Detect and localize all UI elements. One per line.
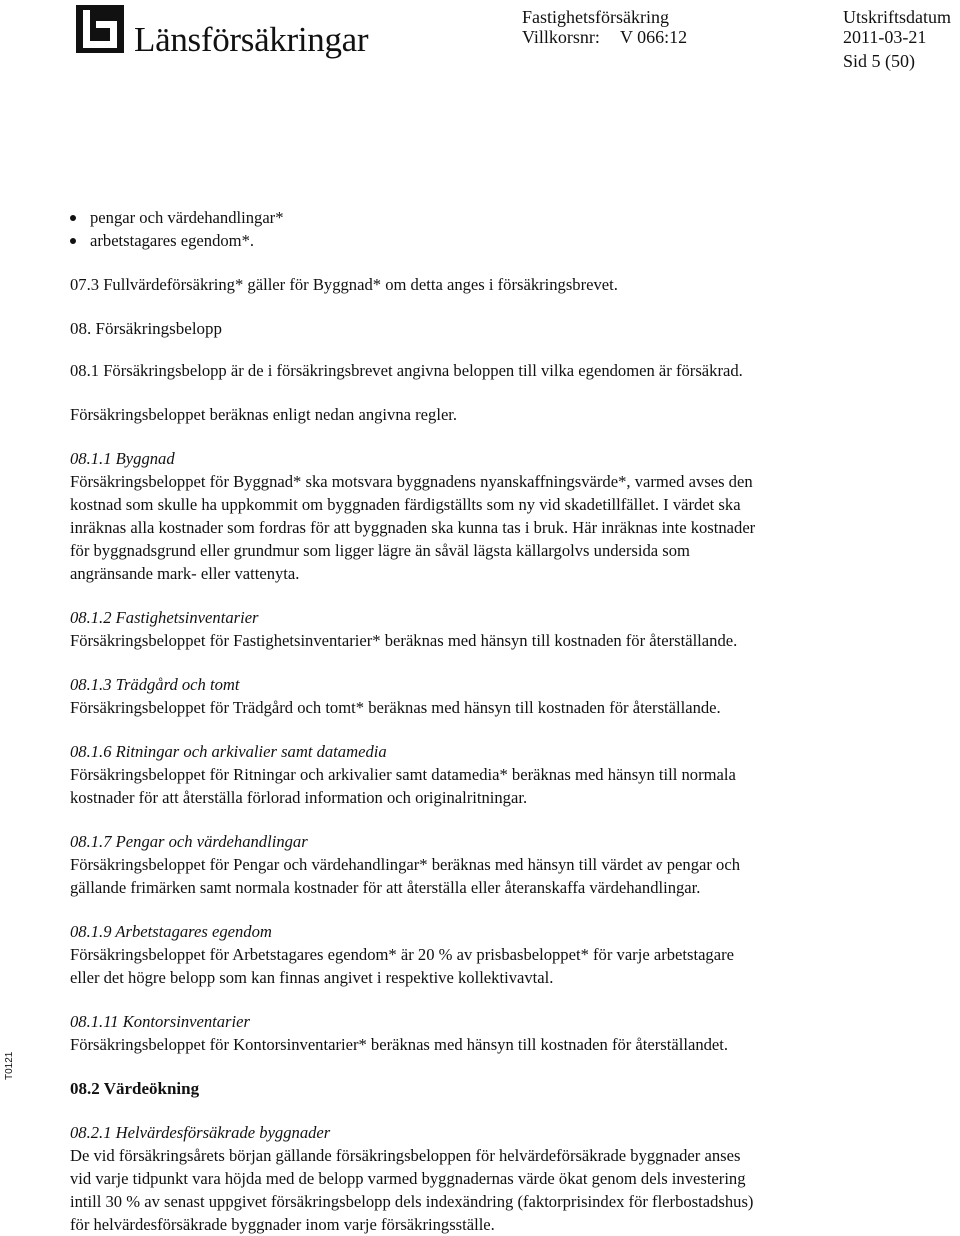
- subsection-title: 08.1.11 Kontorsinventarier: [70, 1012, 250, 1031]
- subsection-08-2-1: [70, 1121, 860, 1236]
- bullet-list: [70, 206, 860, 252]
- subsection-text: kostnad som skulle ha uppkommit om byggnaden färdigställts som ny vid skadetillfället. I värdet ska: [70, 495, 741, 514]
- document-body: [70, 206, 860, 1236]
- brand-name: Länsförsäkringar: [134, 20, 369, 59]
- subsection-text: eller det högre belopp som kan finnas angivet i respektive kollektivavtal.: [70, 968, 554, 987]
- subsection: [70, 740, 860, 809]
- subsection-text: Försäkringsbeloppet för Byggnad* ska motsvara byggnadens nyanskaffningsvärde*, varmed avses den: [70, 472, 753, 491]
- subsection: [70, 447, 860, 585]
- subsection-text: angränsande mark- eller vattenyta.: [70, 564, 300, 583]
- subsection-text: kostnader för att återställa förlorad information och originalritningar.: [70, 788, 528, 807]
- form-code: T0121: [4, 1051, 15, 1080]
- subsection-title: 08.1.2 Fastighetsinventarier: [70, 608, 259, 627]
- company-logo-icon: [76, 5, 124, 53]
- paragraph-07-3: 07.3 Fullvärdeförsäkring* gäller för Byggnad* om detta anges i försäkringsbrevet.: [70, 275, 618, 294]
- section-heading-08-2: 08.2 Värdeökning: [70, 1079, 200, 1098]
- subsection: [70, 830, 860, 899]
- subsection-text: för byggnadsgrund eller grundmur som ligger lägre än såväl lägsta källargolvs undersida som: [70, 541, 690, 560]
- subsection-text: intill 30 % av senast uppgivet försäkringsbelopp dels indexändring (faktorprisindex för flerbostadshus): [70, 1192, 754, 1211]
- subsection-text: Försäkringsbeloppet för Pengar och värdehandlingar* beräknas med hänsyn till värdet av pengar och: [70, 855, 740, 874]
- subsection-title: 08.1.3 Trädgård och tomt: [70, 675, 240, 694]
- subsection-title: 08.1.7 Pengar och värdehandlingar: [70, 832, 308, 851]
- subsection: [70, 920, 860, 989]
- list-item: pengar och värdehandlingar*: [70, 206, 860, 229]
- subsection: [70, 673, 860, 719]
- subsections: [70, 447, 860, 1077]
- paragraph-08-1-rules: Försäkringsbeloppet beräknas enligt nedan angivna regler.: [70, 405, 458, 424]
- subsection-title: 08.1.6 Ritningar och arkivalier samt datamedia: [70, 742, 387, 761]
- subsection: [70, 1010, 860, 1056]
- subsection-text: för helvärdesförsäkrade byggnader inom varje försäkringsställe.: [70, 1215, 495, 1234]
- paragraph-08-1: 08.1 Försäkringsbelopp är de i försäkringsbrevet angivna beloppen till vilka egendomen är försäkrad.: [70, 361, 743, 380]
- terms-number-value: V 066:12: [620, 27, 688, 47]
- subsection: [70, 606, 860, 652]
- print-date-label: Utskriftsdatum: [843, 7, 951, 27]
- subsection-text: Försäkringsbeloppet för Ritningar och arkivalier samt datamedia* beräknas med hänsyn till normala: [70, 765, 736, 784]
- subsection-title: 08.1.1 Byggnad: [70, 449, 175, 468]
- subsection-text: inräknas alla kostnader som fordras för att byggnaden ska kunna tas i bruk. Här inräknas inte kostnader: [70, 518, 756, 537]
- print-date-value: 2011-03-21: [843, 27, 927, 47]
- subsection-text: Försäkringsbeloppet för Arbetstagares egendom* är 20 % av prisbasbeloppet* för varje arbetstagare: [70, 945, 734, 964]
- terms-number-label: Villkorsnr:: [522, 27, 600, 47]
- subsection-text: Försäkringsbeloppet för Trädgård och tomt* beräknas med hänsyn till kostnaden för återställande.: [70, 698, 721, 717]
- list-item: arbetstagares egendom*.: [70, 229, 860, 252]
- subsection-title: 08.1.9 Arbetstagares egendom: [70, 922, 272, 941]
- subsection-title: 08.2.1 Helvärdesförsäkrade byggnader: [70, 1123, 331, 1142]
- page-number: Sid 5 (50): [843, 51, 915, 71]
- subsection-text: vid varje tidpunkt vara höjda med de belopp varmed byggnadernas värde ökat genom dels investering: [70, 1169, 746, 1188]
- subsection-text: Försäkringsbeloppet för Fastighetsinventarier* beräknas med hänsyn till kostnaden för återställande.: [70, 631, 738, 650]
- section-heading-08: 08. Försäkringsbelopp: [70, 319, 223, 338]
- subsection-text: gällande frimärken samt normala kostnader för att återställa eller återanskaffa värdehandlingar.: [70, 878, 701, 897]
- subsection-text: Försäkringsbeloppet för Kontorsinventarier* beräknas med hänsyn till kostnaden för återställandet.: [70, 1035, 729, 1054]
- subsection-text: De vid försäkringsårets början gällande försäkringsbeloppen för helvärdeförsäkrade byggnader anses: [70, 1146, 741, 1165]
- document-type: Fastighetsförsäkring: [522, 7, 669, 27]
